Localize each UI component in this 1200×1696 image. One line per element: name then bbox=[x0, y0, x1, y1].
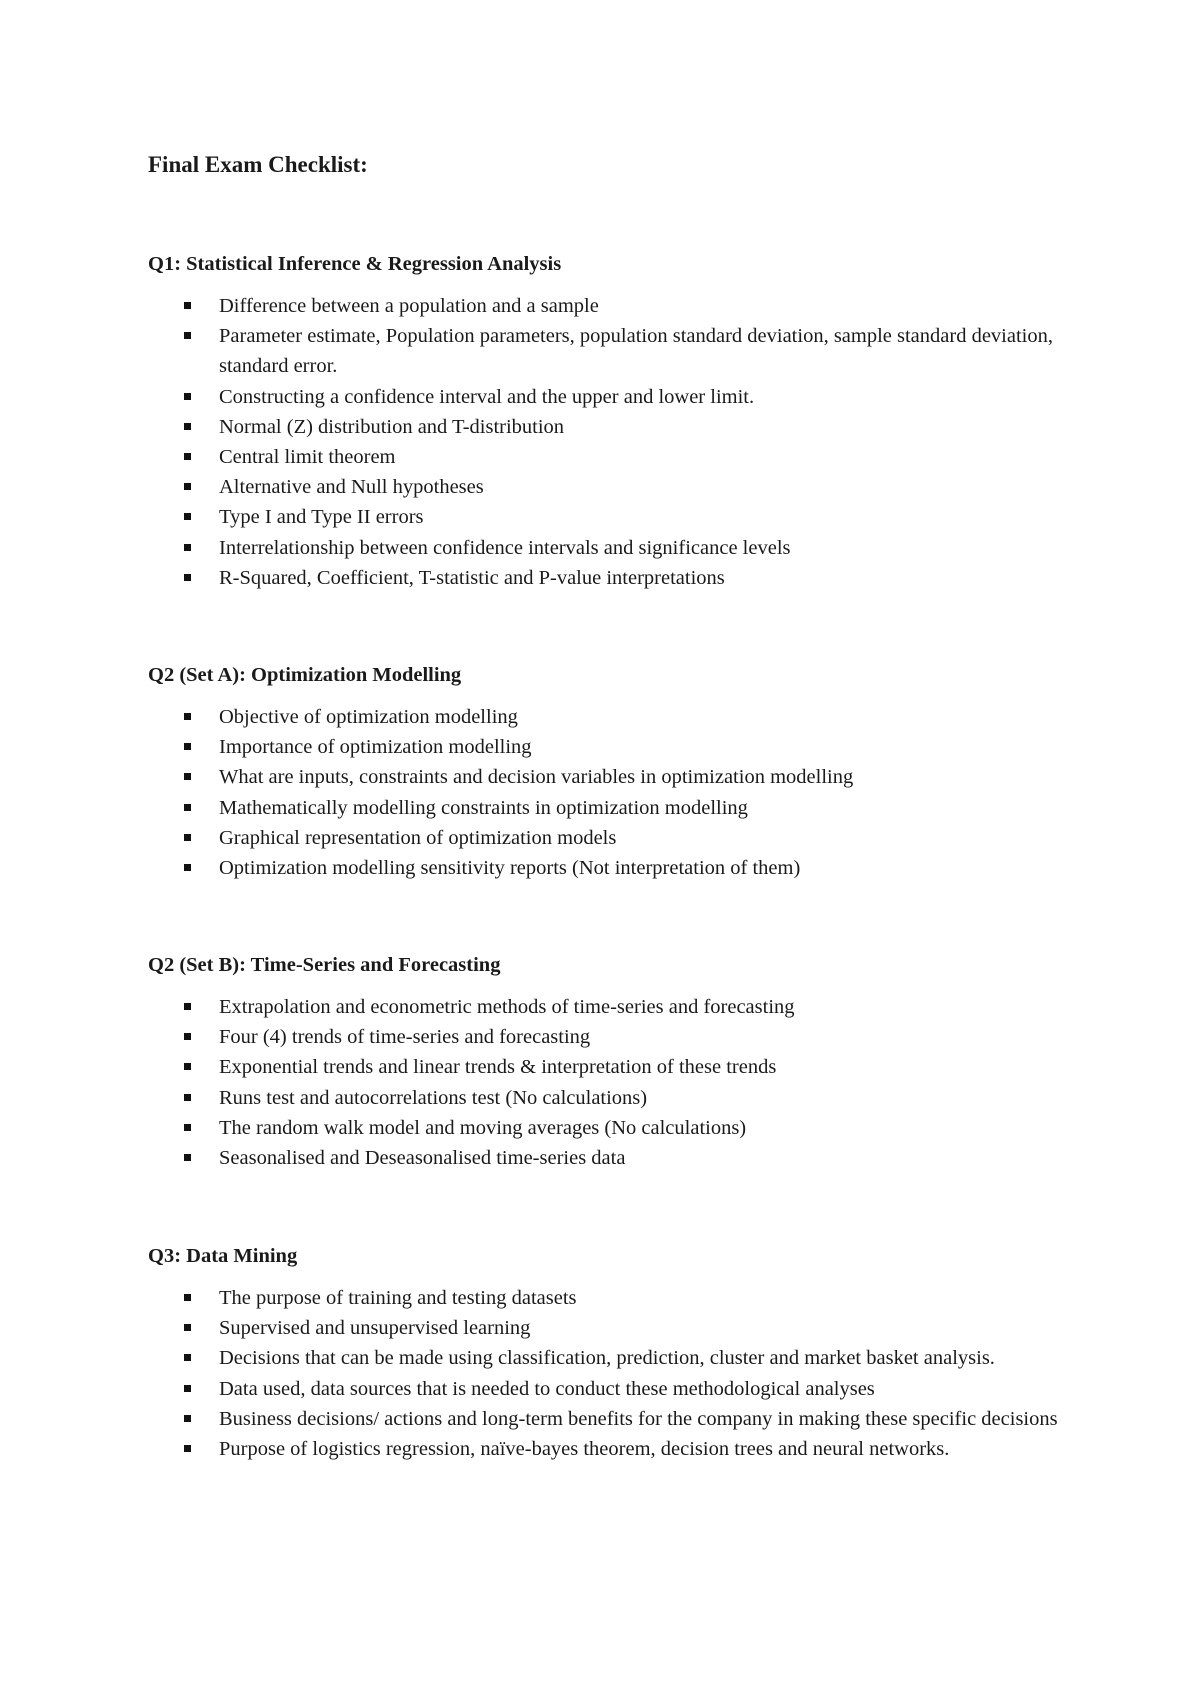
square-bullet-icon bbox=[184, 1033, 191, 1040]
list-item bbox=[148, 1052, 1068, 1082]
list-item-text: Four (4) trends of time-series and forecasting bbox=[219, 1026, 591, 1049]
checklist bbox=[148, 992, 1068, 1173]
square-bullet-icon bbox=[184, 864, 191, 871]
list-item bbox=[148, 732, 1068, 762]
section-q2-set-b-time-series bbox=[148, 951, 1068, 1173]
list-item bbox=[148, 793, 1068, 823]
square-bullet-icon bbox=[184, 1094, 191, 1101]
square-bullet-icon bbox=[184, 393, 191, 400]
square-bullet-icon bbox=[184, 743, 191, 750]
list-item bbox=[148, 442, 1068, 472]
square-bullet-icon bbox=[184, 544, 191, 551]
list-item-text: Interrelationship between confidence intervals and significance levels bbox=[219, 536, 791, 559]
list-item-text: Seasonalised and Deseasonalised time-series data bbox=[219, 1147, 626, 1170]
section-heading: Q2 (Set B): Time-Series and Forecasting bbox=[148, 954, 501, 976]
section-q1-statistical-inference bbox=[148, 250, 1068, 593]
square-bullet-icon bbox=[184, 1294, 191, 1301]
list-item bbox=[148, 563, 1068, 593]
square-bullet-icon bbox=[184, 513, 191, 520]
list-item-text: Importance of optimization modelling bbox=[219, 736, 532, 759]
section-q2-set-a-optimization bbox=[148, 661, 1068, 883]
list-item bbox=[148, 1143, 1068, 1173]
list-item bbox=[148, 853, 1068, 883]
list-item-text: Central limit theorem bbox=[219, 446, 396, 469]
list-item-text: R-Squared, Coefficient, T-statistic and P-value interpretations bbox=[219, 566, 725, 589]
square-bullet-icon bbox=[184, 1063, 191, 1070]
square-bullet-icon bbox=[184, 1415, 191, 1422]
square-bullet-icon bbox=[184, 1124, 191, 1131]
list-item-text: Optimization modelling sensitivity reports (Not interpretation of them) bbox=[219, 857, 801, 880]
list-item-text: Normal (Z) distribution and T-distribution bbox=[219, 415, 565, 438]
list-item-text: What are inputs, constraints and decision variables in optimization modelling bbox=[219, 766, 854, 789]
square-bullet-icon bbox=[184, 574, 191, 581]
list-item-text: Data used, data sources that is needed to conduct these methodological analyses bbox=[219, 1377, 875, 1400]
square-bullet-icon bbox=[184, 1385, 191, 1392]
square-bullet-icon bbox=[184, 302, 191, 309]
square-bullet-icon bbox=[184, 453, 191, 460]
list-item-text: The random walk model and moving averages (No calculations) bbox=[219, 1116, 747, 1139]
list-item bbox=[148, 321, 1068, 381]
square-bullet-icon bbox=[184, 713, 191, 720]
list-item-text: Difference between a population and a sample bbox=[219, 295, 599, 317]
section-heading: Q1: Statistical Inference & Regression Analysis bbox=[148, 253, 562, 275]
list-item bbox=[148, 412, 1068, 442]
list-item-text: Parameter estimate, Population parameters, population standard deviation, sample standard deviation, standard error. bbox=[219, 325, 1053, 378]
list-item bbox=[148, 1404, 1068, 1434]
square-bullet-icon bbox=[184, 1354, 191, 1361]
section-heading: Q2 (Set A): Optimization Modelling bbox=[148, 664, 462, 686]
list-item bbox=[148, 1313, 1068, 1343]
list-item bbox=[148, 1343, 1068, 1373]
list-item-text: The purpose of training and testing datasets bbox=[219, 1287, 577, 1309]
list-item bbox=[148, 1113, 1068, 1143]
square-bullet-icon bbox=[184, 804, 191, 811]
square-bullet-icon bbox=[184, 423, 191, 430]
list-item-text: Type I and Type II errors bbox=[219, 506, 424, 529]
list-item-text: Alternative and Null hypotheses bbox=[219, 476, 484, 499]
list-item bbox=[148, 1083, 1068, 1113]
list-item bbox=[148, 823, 1068, 853]
square-bullet-icon bbox=[184, 1445, 191, 1452]
list-item-text: Business decisions/ actions and long-term benefits for the company in making these specific decisions bbox=[219, 1407, 1058, 1430]
list-item-text: Exponential trends and linear trends & interpretation of these trends bbox=[219, 1056, 777, 1079]
square-bullet-icon bbox=[184, 1324, 191, 1331]
section-q3-data-mining bbox=[148, 1242, 1068, 1464]
list-item-text: Objective of optimization modelling bbox=[219, 706, 518, 728]
list-item bbox=[148, 472, 1068, 502]
list-item bbox=[148, 533, 1068, 563]
list-item-text: Graphical representation of optimization models bbox=[219, 826, 617, 849]
checklist bbox=[148, 291, 1068, 593]
square-bullet-icon bbox=[184, 483, 191, 490]
section-heading: Q3: Data Mining bbox=[148, 1245, 298, 1267]
list-item bbox=[148, 1434, 1068, 1464]
list-item-text: Supervised and unsupervised learning bbox=[219, 1317, 531, 1340]
square-bullet-icon bbox=[184, 773, 191, 780]
list-item-text: Runs test and autocorrelations test (No calculations) bbox=[219, 1086, 648, 1109]
document-title: Final Exam Checklist: bbox=[148, 152, 368, 177]
list-item-text: Decisions that can be made using classification, prediction, cluster and market basket analysis. bbox=[219, 1347, 995, 1370]
list-item bbox=[148, 992, 1068, 1022]
list-item-text: Purpose of logistics regression, naïve-bayes theorem, decision trees and neural networks. bbox=[219, 1438, 950, 1461]
list-item bbox=[148, 382, 1068, 412]
checklist bbox=[148, 1283, 1068, 1464]
list-item bbox=[148, 291, 1068, 321]
list-item bbox=[148, 762, 1068, 792]
square-bullet-icon bbox=[184, 332, 191, 339]
list-item-text: Constructing a confidence interval and the upper and lower limit. bbox=[219, 385, 755, 408]
list-item bbox=[148, 702, 1068, 732]
square-bullet-icon bbox=[184, 834, 191, 841]
document-page bbox=[148, 150, 1068, 1461]
list-item-text: Mathematically modelling constraints in optimization modelling bbox=[219, 796, 748, 819]
list-item bbox=[148, 1022, 1068, 1052]
list-item-text: Extrapolation and econometric methods of time-series and forecasting bbox=[219, 996, 795, 1018]
square-bullet-icon bbox=[184, 1154, 191, 1161]
list-item bbox=[148, 502, 1068, 532]
square-bullet-icon bbox=[184, 1003, 191, 1010]
list-item bbox=[148, 1374, 1068, 1404]
checklist bbox=[148, 702, 1068, 883]
list-item bbox=[148, 1283, 1068, 1313]
